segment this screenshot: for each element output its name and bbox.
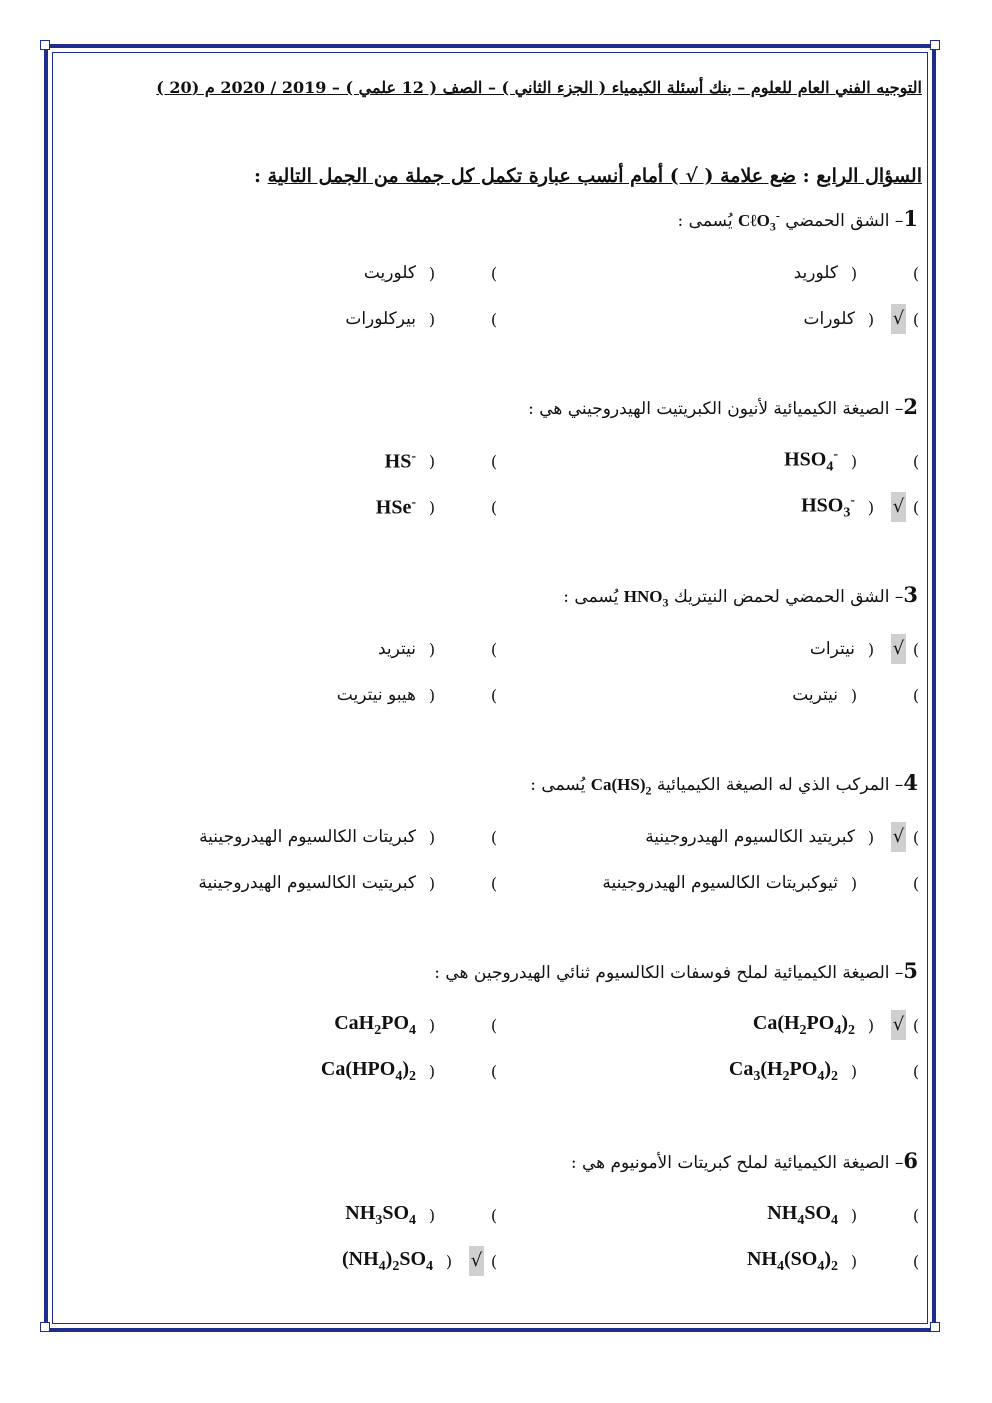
paren-close: ( xyxy=(428,1205,436,1225)
question-number: 4 xyxy=(903,770,918,795)
paren-close: ( xyxy=(850,1061,858,1081)
answer-option[interactable] xyxy=(199,822,500,852)
option-label: نيتريت xyxy=(792,685,838,705)
paren-close: ( xyxy=(428,497,436,517)
paren-open: ) xyxy=(912,1015,920,1035)
option-label: $NH_3SO_4$ xyxy=(345,1201,416,1228)
option-label: $(NH_4)_2SO_4$ xyxy=(341,1247,433,1274)
answer-option[interactable] xyxy=(198,868,500,898)
paren-close: ( xyxy=(867,827,875,847)
check-box[interactable] xyxy=(874,1056,896,1086)
option-label: كلورات xyxy=(803,309,855,329)
option-label: كبريتيت الكالسيوم الهيدروجينية xyxy=(198,873,416,893)
paren-close: ( xyxy=(428,1061,436,1081)
paren-open: ) xyxy=(912,873,920,893)
check-box[interactable] xyxy=(452,446,474,476)
answer-option[interactable] xyxy=(364,258,500,288)
paren-open: ) xyxy=(912,1061,920,1081)
paren-open: ) xyxy=(490,309,498,329)
paren-close: ( xyxy=(850,1251,858,1271)
paren-close: ( xyxy=(428,263,436,283)
answer-option[interactable] xyxy=(794,258,922,288)
paren-close: ( xyxy=(867,309,875,329)
paren-close: ( xyxy=(428,685,436,705)
section-title-part1: السؤال الرابع xyxy=(816,165,922,187)
question-formula: $Ca(HS)_2$ xyxy=(590,775,652,798)
corner-ornament xyxy=(930,1322,940,1332)
answer-option[interactable] xyxy=(767,1200,922,1230)
question-text: – الصيغة الكيميائية لملح فوسفات الكالسيوم ثنائي الهيدروجين هي : xyxy=(434,963,904,983)
paren-close: ( xyxy=(867,1015,875,1035)
answer-option[interactable] xyxy=(645,822,922,852)
option-label: $Ca(HPO_4)_2$ xyxy=(320,1057,416,1084)
check-mark-box-selected[interactable]: √ xyxy=(891,822,906,852)
check-box[interactable] xyxy=(452,822,474,852)
answer-option[interactable] xyxy=(342,1246,500,1276)
answer-option[interactable] xyxy=(804,304,922,334)
option-label: كبريتيد الكالسيوم الهيدروجينية xyxy=(645,827,855,847)
answer-option[interactable] xyxy=(753,1010,922,1040)
section-title xyxy=(70,165,922,187)
paren-open: ) xyxy=(912,497,920,517)
corner-ornament xyxy=(930,40,940,50)
option-label: $Ca(H_2PO_4)_2$ xyxy=(752,1011,855,1038)
check-box[interactable] xyxy=(874,1200,896,1230)
option-label: كلوريد xyxy=(793,263,838,283)
paren-open: ) xyxy=(490,1205,498,1225)
answer-option[interactable] xyxy=(792,680,922,710)
paren-close: ( xyxy=(850,873,858,893)
option-label: $HSO_4^-$ xyxy=(784,446,838,475)
paren-open: ) xyxy=(912,685,920,705)
paren-close: ( xyxy=(850,451,858,471)
option-label: كلوريت xyxy=(363,263,416,283)
paren-close: ( xyxy=(850,263,858,283)
option-label: بيركلورات xyxy=(345,309,416,329)
check-mark-box-selected[interactable]: √ xyxy=(891,304,906,334)
question-stem xyxy=(530,770,918,798)
option-label: $CaH_2PO_4$ xyxy=(334,1011,416,1038)
question-text-after: يُسمى : xyxy=(677,211,733,231)
question-text: – الشق الحمضي xyxy=(785,211,904,231)
answer-option[interactable] xyxy=(345,304,500,334)
paren-close: ( xyxy=(428,873,436,893)
paren-open: ) xyxy=(490,1251,498,1271)
answer-option[interactable] xyxy=(321,1056,500,1086)
paren-close: ( xyxy=(428,451,436,471)
option-label: نيترات xyxy=(809,639,855,659)
paren-close: ( xyxy=(445,1251,453,1271)
paren-close: ( xyxy=(867,497,875,517)
check-mark-box-selected[interactable]: √ xyxy=(891,492,906,522)
answer-option[interactable] xyxy=(334,1010,500,1040)
paren-close: ( xyxy=(428,309,436,329)
question-text-after: يُسمى : xyxy=(563,587,619,607)
answer-option[interactable] xyxy=(801,492,922,522)
paren-open: ) xyxy=(490,685,498,705)
check-box[interactable] xyxy=(452,492,474,522)
option-label: $HSO_3^-$ xyxy=(801,492,855,521)
question-text: – المركب الذي له الصيغة الكيميائية xyxy=(656,775,904,795)
paren-close: ( xyxy=(867,639,875,659)
check-mark-box-selected[interactable]: √ xyxy=(891,634,906,664)
check-box[interactable] xyxy=(452,258,474,288)
paren-close: ( xyxy=(428,1015,436,1035)
check-box[interactable] xyxy=(452,680,474,710)
corner-ornament xyxy=(40,40,50,50)
check-box[interactable] xyxy=(874,868,896,898)
question-text: – الصيغة الكيميائية لملح كبريتات الأمونيوم هي : xyxy=(570,1153,904,1173)
paren-open: ) xyxy=(912,639,920,659)
question-number: 2 xyxy=(903,394,918,419)
question-number: 5 xyxy=(903,958,918,983)
check-box[interactable] xyxy=(452,304,474,334)
check-mark-box-selected[interactable]: √ xyxy=(891,1010,906,1040)
check-mark-box-selected[interactable]: √ xyxy=(469,1246,484,1276)
paren-close: ( xyxy=(428,639,436,659)
check-box[interactable] xyxy=(452,1010,474,1040)
paren-close: ( xyxy=(428,827,436,847)
question-text: – الصيغة الكيميائية لأنيون الكبريتيت الهيدروجيني هي : xyxy=(528,399,904,419)
question-stem xyxy=(563,582,918,610)
answer-option[interactable] xyxy=(378,634,500,664)
check-box[interactable] xyxy=(874,258,896,288)
answer-option[interactable] xyxy=(337,680,500,710)
paren-open: ) xyxy=(490,1061,498,1081)
page-header: التوجيه الفني العام للعلوم – بنك أسئلة الكيمياء ( الجزء الثاني ) – الصف ( 12 علمي ) – 2019 / 2020 م (20 ) xyxy=(156,78,922,97)
check-box[interactable] xyxy=(452,1056,474,1086)
paren-open: ) xyxy=(490,639,498,659)
paren-open: ) xyxy=(490,451,498,471)
question-formula: CℓO$_3$- xyxy=(737,208,780,234)
option-label: HS- xyxy=(384,448,416,473)
check-box[interactable] xyxy=(874,1246,896,1276)
answer-option[interactable] xyxy=(810,634,922,664)
question-formula: $HNO_3$ xyxy=(623,587,669,610)
answer-option[interactable] xyxy=(376,492,500,522)
paren-open: ) xyxy=(490,263,498,283)
question-number: 1 xyxy=(903,206,918,231)
check-box[interactable] xyxy=(452,634,474,664)
paren-open: ) xyxy=(912,451,920,471)
question-stem xyxy=(528,394,918,419)
section-title-part2: ضع علامة ( √ ) أمام أنسب عبارة تكمل كل جملة من الجمل التالية xyxy=(267,165,796,187)
question-stem xyxy=(571,1148,918,1173)
paren-close: ( xyxy=(850,1205,858,1225)
answer-option[interactable] xyxy=(345,1200,500,1230)
answer-option[interactable] xyxy=(602,868,922,898)
answer-option[interactable] xyxy=(747,1246,922,1276)
option-label: هيبو نيتريت xyxy=(336,685,416,705)
question-text-after: يُسمى : xyxy=(530,775,586,795)
paren-open: ) xyxy=(490,873,498,893)
option-label: $Ca_3(H_2PO_4)_2$ xyxy=(728,1057,838,1084)
paren-open: ) xyxy=(490,827,498,847)
check-box[interactable] xyxy=(874,680,896,710)
paren-open: ) xyxy=(912,1251,920,1271)
paren-open: ) xyxy=(490,497,498,517)
answer-option[interactable] xyxy=(385,446,500,476)
option-label: HSe- xyxy=(375,494,416,519)
paren-open: ) xyxy=(490,1015,498,1035)
question-stem xyxy=(678,206,918,234)
question-text: – الشق الحمضي لحمض النيتريك xyxy=(673,587,904,607)
paren-close: ( xyxy=(850,685,858,705)
question-number: 3 xyxy=(903,582,918,607)
section-title-end: : xyxy=(253,165,268,187)
question-number: 6 xyxy=(903,1148,918,1173)
paren-open: ) xyxy=(912,263,920,283)
paren-open: ) xyxy=(912,827,920,847)
answer-option[interactable] xyxy=(729,1056,922,1086)
option-label: نيتريد xyxy=(377,639,416,659)
option-label: $NH_4(SO_4)_2$ xyxy=(746,1247,838,1274)
paren-open: ) xyxy=(912,1205,920,1225)
question-stem xyxy=(434,958,918,983)
option-label: $NH_4SO_4$ xyxy=(767,1201,838,1228)
option-label: ثيوكبريتات الكالسيوم الهيدروجينية xyxy=(602,873,838,893)
check-box[interactable] xyxy=(452,1200,474,1230)
check-box[interactable] xyxy=(452,868,474,898)
corner-ornament xyxy=(40,1322,50,1332)
check-box[interactable] xyxy=(874,446,896,476)
section-title-sep: : xyxy=(795,165,817,187)
option-label: كبريتات الكالسيوم الهيدروجينية xyxy=(199,827,416,847)
answer-option[interactable] xyxy=(784,446,922,476)
paren-open: ) xyxy=(912,309,920,329)
